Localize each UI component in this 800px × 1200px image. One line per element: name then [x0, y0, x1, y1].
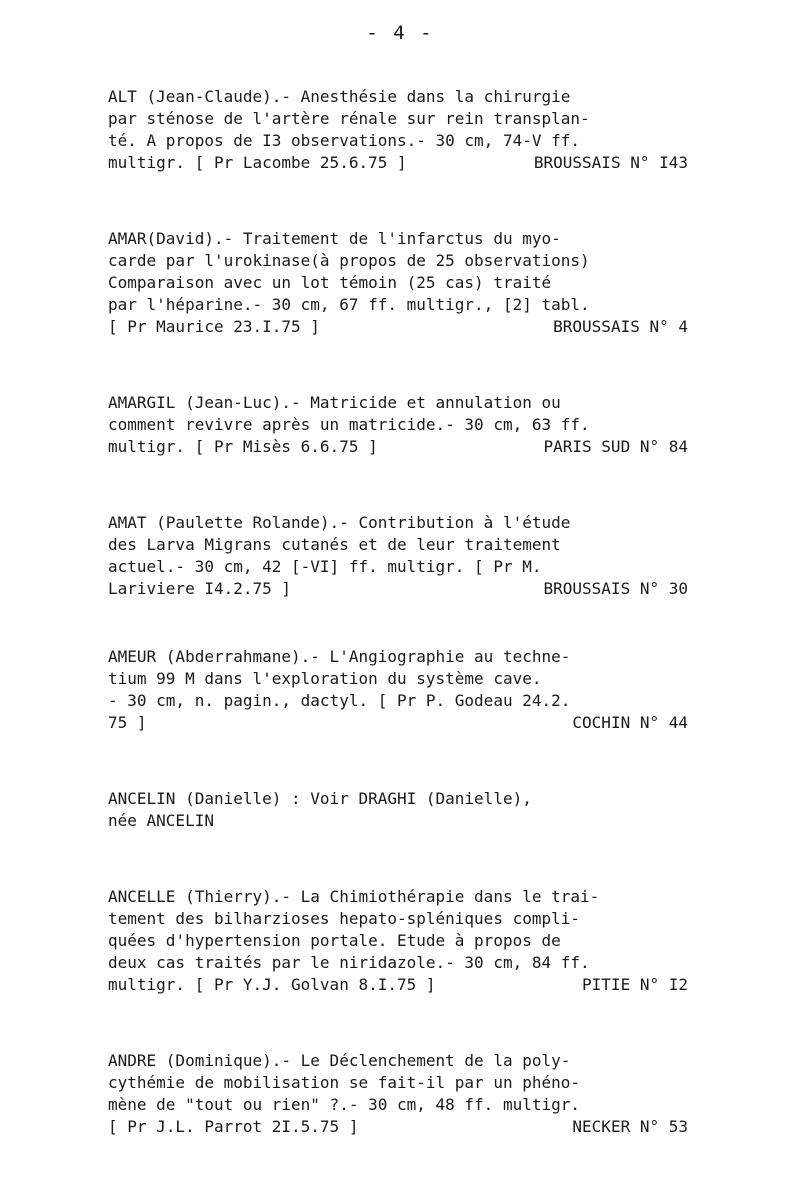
- entry-reference: [ Pr J.L. Parrot 2I.5.75 ]: [108, 1117, 359, 1136]
- entry-library-number: COCHIN N° 44: [572, 713, 688, 732]
- entry-line: AMAR(David).- Traitement de l'infarctus du myo-: [108, 229, 561, 248]
- entry-line: ANDRE (Dominique).- Le Déclenchement de la poly-: [108, 1051, 571, 1070]
- entry-library-number: BROUSSAIS N° I43: [533, 153, 688, 172]
- bibliography-entry: [108, 646, 688, 734]
- bibliography-entry: [108, 512, 688, 600]
- entry-reference: Lariviere I4.2.75 ]: [108, 579, 292, 598]
- entry-last-line: [108, 152, 688, 174]
- entry-line: par sténose de l'artère rénale sur rein transplan-: [108, 109, 590, 128]
- entry-last-line: [108, 578, 688, 600]
- entry-library-number: BROUSSAIS N° 4: [553, 317, 688, 336]
- entry-line: ANCELLE (Thierry).- La Chimiothérapie dans le trai-: [108, 887, 600, 906]
- entry-line: - 30 cm, n. pagin., dactyl. [ Pr P. Godeau 24.2.: [108, 691, 571, 710]
- entry-reference: 75 ]: [108, 713, 147, 732]
- entry-line: deux cas traités par le niridazole.- 30 cm, 84 ff.: [108, 953, 590, 972]
- entry-last-line: [108, 810, 688, 832]
- entry-last-line: [108, 974, 688, 996]
- entry-line: cythémie de mobilisation se fait-il par un phéno-: [108, 1073, 581, 1092]
- entry-line: AMEUR (Abderrahmane).- L'Angiographie au techne-: [108, 647, 571, 666]
- entry-line: par l'héparine.- 30 cm, 67 ff. multigr., [2] tabl.: [108, 295, 590, 314]
- entry-library-number: PARIS SUD N° 84: [543, 437, 688, 456]
- entry-line: actuel.- 30 cm, 42 [-VI] ff. multigr. [ Pr M.: [108, 557, 542, 576]
- entry-line: ALT (Jean-Claude).- Anesthésie dans la chirurgie: [108, 87, 571, 106]
- bibliography-entry: [108, 86, 688, 174]
- entry-library-number: NECKER N° 53: [572, 1117, 688, 1136]
- entry-line: quées d'hypertension portale. Etude à propos de: [108, 931, 561, 950]
- entry-last-line: [108, 436, 688, 458]
- entry-line: tium 99 M dans l'exploration du système cave.: [108, 669, 542, 688]
- entry-last-line: [108, 712, 688, 734]
- entry-library-number: BROUSSAIS N° 30: [543, 579, 688, 598]
- entry-reference: [ Pr Maurice 23.I.75 ]: [108, 317, 320, 336]
- entry-reference: née ANCELIN: [108, 811, 214, 830]
- entry-reference: multigr. [ Pr Y.J. Golvan 8.I.75 ]: [108, 975, 436, 994]
- bibliography-entry: [108, 886, 688, 996]
- entry-line: AMAT (Paulette Rolande).- Contribution à l'étude: [108, 513, 571, 532]
- page-number: - 4 -: [366, 22, 434, 44]
- entry-line: AMARGIL (Jean-Luc).- Matricide et annulation ou: [108, 393, 561, 412]
- entry-line: mène de "tout ou rien" ?.- 30 cm, 48 ff. multigr.: [108, 1095, 581, 1114]
- entry-line: ANCELIN (Danielle) : Voir DRAGHI (Danielle),: [108, 789, 532, 808]
- entry-line: tement des bilharzioses hepato-spléniques compli-: [108, 909, 581, 928]
- entry-library-number: PITIE N° I2: [582, 975, 688, 994]
- entry-last-line: [108, 316, 688, 338]
- bibliography-entry: [108, 1050, 688, 1138]
- bibliography-entries: [108, 86, 688, 1192]
- entry-last-line: [108, 1116, 688, 1138]
- entry-line: comment revivre après un matricide.- 30 cm, 63 ff.: [108, 415, 590, 434]
- entry-line: carde par l'urokinase(à propos de 25 observations): [108, 251, 590, 270]
- bibliography-entry: [108, 228, 688, 338]
- entry-reference: multigr. [ Pr Lacombe 25.6.75 ]: [108, 153, 407, 172]
- entry-line: té. A propos de I3 observations.- 30 cm, 74-V ff.: [108, 131, 581, 150]
- bibliography-entry: [108, 788, 688, 832]
- entry-reference: multigr. [ Pr Misès 6.6.75 ]: [108, 437, 378, 456]
- bibliography-entry: [108, 392, 688, 458]
- entry-line: des Larva Migrans cutanés et de leur traitement: [108, 535, 561, 554]
- entry-line: Comparaison avec un lot témoin (25 cas) traité: [108, 273, 552, 292]
